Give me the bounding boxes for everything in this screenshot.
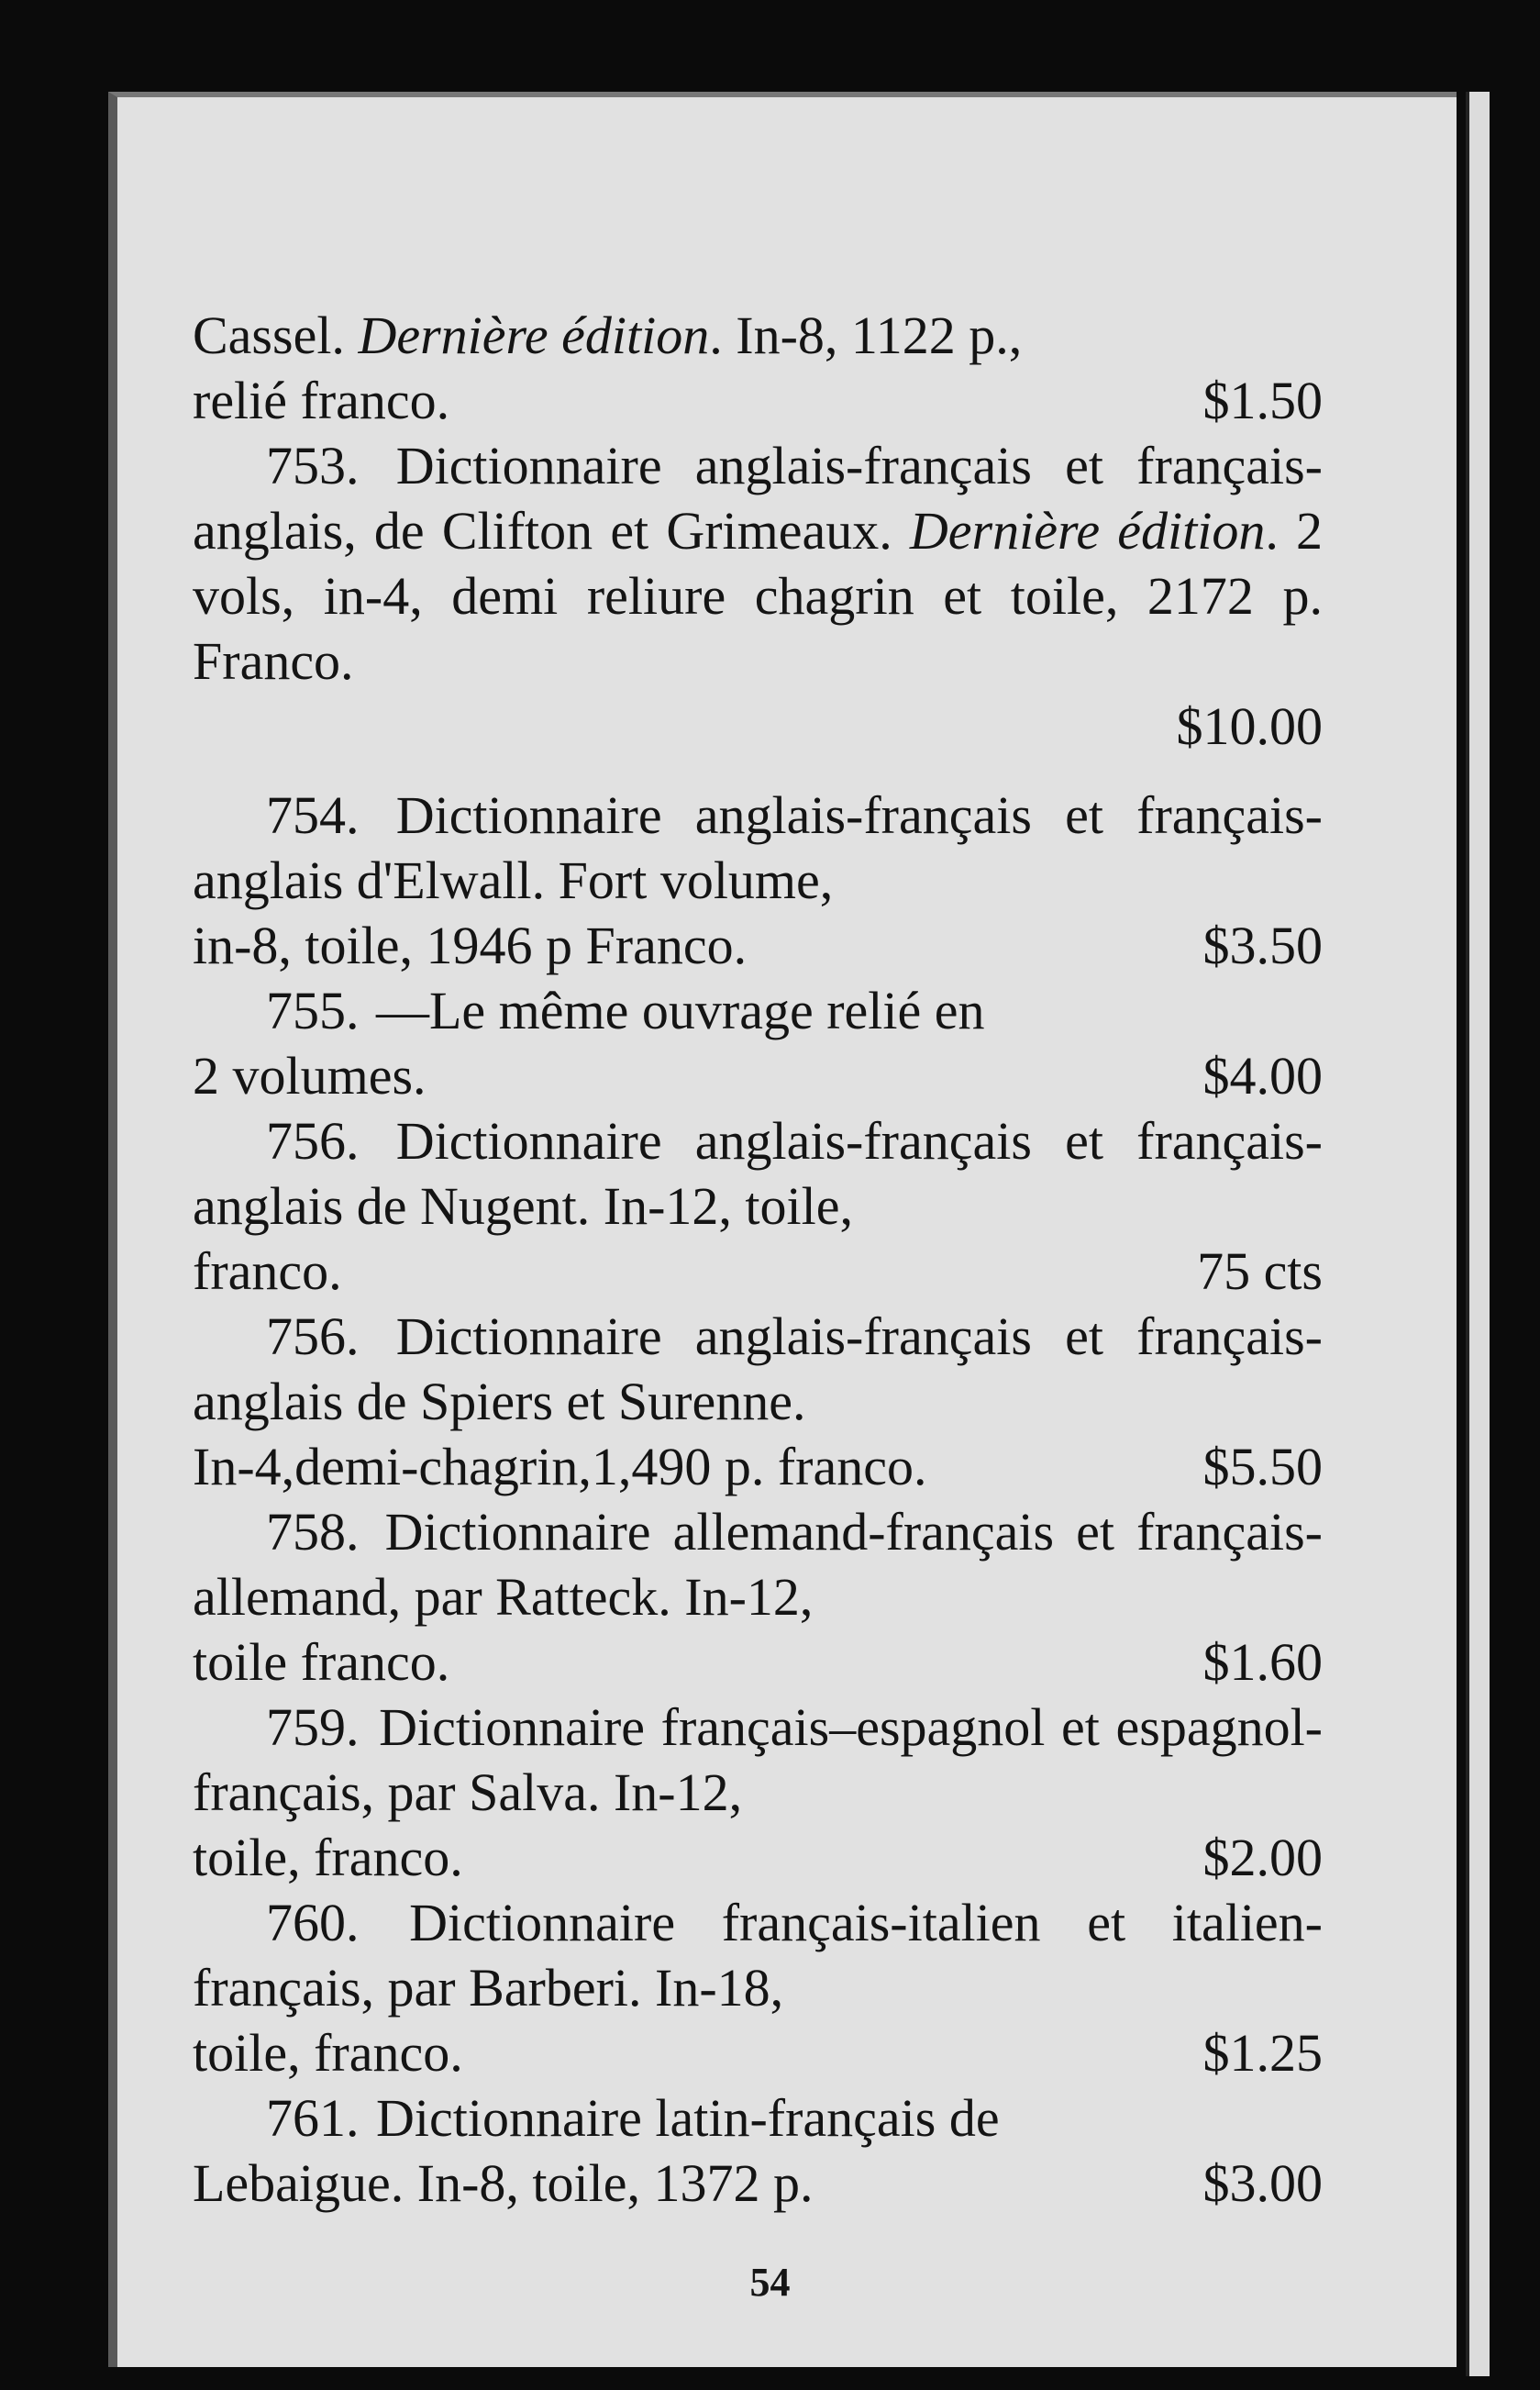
entry-text: Dictionnaire anglais-français et français-anglais d'Elwall. Fort volume, [193, 785, 1323, 910]
entry-number: 753. [266, 436, 360, 495]
entry-number: 758. [266, 1502, 360, 1562]
entry-number: 759. [266, 1697, 360, 1757]
entry-number: 760. [266, 1893, 360, 1952]
entry-number: 755. [266, 981, 360, 1040]
catalog-entry [193, 1890, 1323, 2085]
entry-text: . In-8, 1122 p., [709, 306, 1023, 365]
catalog-entry [193, 303, 1323, 433]
entry-price: $10.00 [1176, 696, 1323, 756]
entry-text: toile, franco. [193, 1828, 463, 1887]
page-number: 54 [749, 2260, 791, 2305]
entry-text: Dictionnaire français–espagnol et espagnol-français, par Salva. In-12, [193, 1697, 1323, 1822]
catalog-entry [193, 1499, 1323, 1695]
entry-text: Lebaigue. In-8, toile, 1372 p. [193, 2153, 814, 2213]
catalog-entry [193, 978, 1323, 1108]
catalog-entry [193, 1695, 1323, 1890]
entry-edition-italic: Dernière édition [358, 306, 710, 365]
entry-price: $1.25 [1202, 2023, 1323, 2083]
entry-text: Dictionnaire anglais-français et français-anglais, de Clifton et Grimeaux. [193, 436, 1323, 561]
catalog-text [193, 303, 1323, 2216]
entry-text: Cassel. [193, 306, 359, 365]
catalog-entry [193, 433, 1323, 759]
entry-text: toile, franco. [193, 2023, 463, 2083]
catalog-entry [193, 1108, 1323, 1304]
entry-number: 761. [266, 2088, 360, 2148]
entry-edition-italic: Dernière édition [909, 501, 1266, 561]
entry-number: 754. [266, 785, 360, 845]
entry-text: in-8, toile, 1946 p Franco. [193, 916, 748, 975]
entry-price: $3.00 [1202, 2153, 1323, 2213]
entry-price: $5.50 [1202, 1437, 1323, 1496]
entry-text: . 2 vols, in-4, demi reliure chagrin et toile, 2172 p. Franco. [193, 501, 1323, 691]
entry-text: Dictionnaire latin-français de [376, 2088, 1000, 2148]
entry-text: toile franco. [193, 1632, 450, 1692]
entry-text: In-4,demi-chagrin,1,490 p. franco. [193, 1437, 927, 1496]
entry-price: $1.50 [1202, 371, 1323, 430]
entry-text: Dictionnaire anglais-français et français-anglais de Spiers et Surenne. [193, 1306, 1323, 1431]
catalog-entry [193, 1304, 1323, 1499]
adjacent-page-edge [1466, 92, 1490, 2376]
entry-text: 2 volumes. [193, 1046, 427, 1106]
entry-price: $4.00 [1202, 1046, 1323, 1106]
entry-price: $2.00 [1202, 1828, 1323, 1887]
entry-text: Dictionnaire anglais-français et français-anglais de Nugent. In-12, toile, [193, 1111, 1323, 1236]
entry-price: 75 cts [1197, 1241, 1323, 1301]
entry-number: 756. [266, 1306, 360, 1366]
catalog-entry [193, 783, 1323, 978]
entry-number: 756. [266, 1111, 360, 1171]
catalog-entry [193, 2085, 1323, 2216]
entry-text: Dictionnaire allemand-français et français-allemand, par Ratteck. In-12, [193, 1502, 1323, 1627]
entry-price: $1.60 [1202, 1632, 1323, 1692]
entry-text: Dictionnaire français-italien et italien-français, par Barberi. In-18, [193, 1893, 1323, 2018]
entry-text: relié franco. [193, 371, 450, 430]
entry-text: franco. [193, 1241, 342, 1301]
entry-price: $3.50 [1202, 916, 1323, 975]
entry-text: —Le même ouvrage relié en [376, 981, 985, 1040]
